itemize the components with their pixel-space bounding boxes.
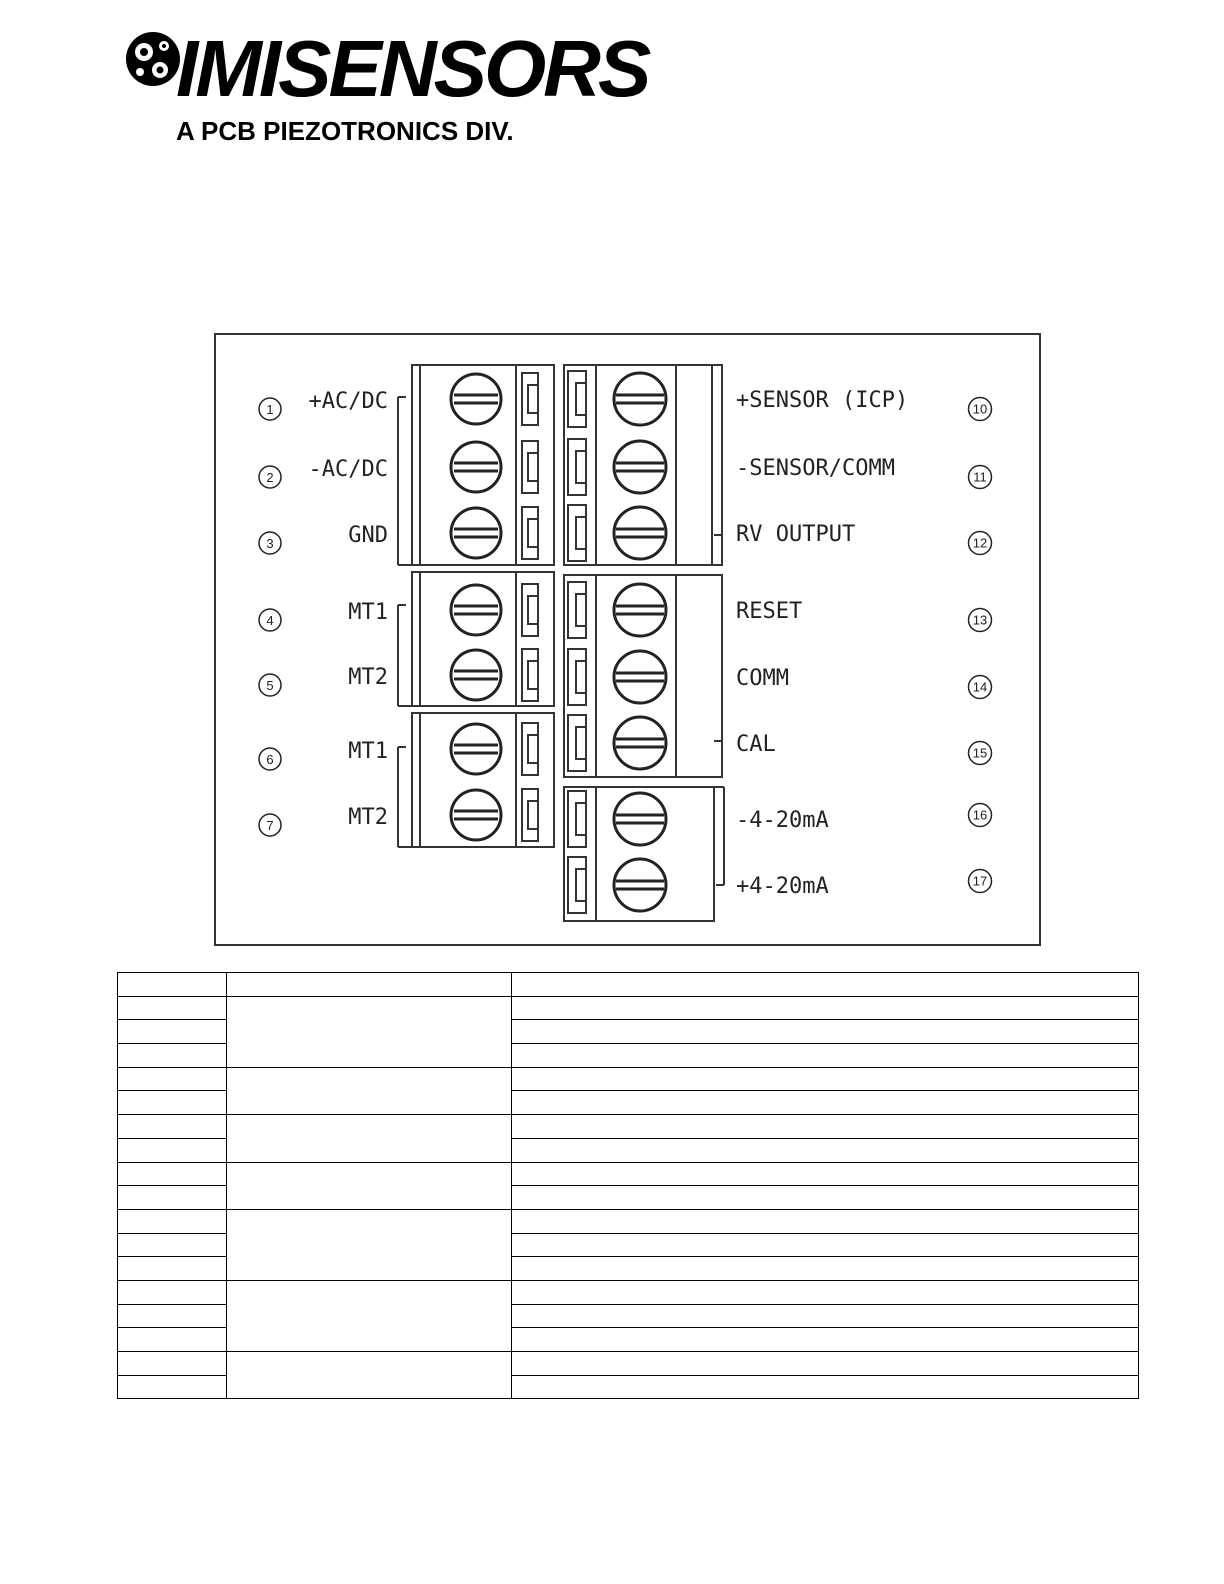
pin-number: 17 xyxy=(972,873,988,889)
terminal-right-13 xyxy=(736,599,992,632)
terminal-block-drawing xyxy=(216,335,1039,944)
terminal-screw-icon xyxy=(614,793,666,845)
table-cell xyxy=(227,1067,512,1114)
terminal-label: MT2 xyxy=(348,805,388,830)
latch-tab xyxy=(568,371,586,427)
table-cell xyxy=(512,1138,1139,1162)
table-cell xyxy=(512,1091,1139,1115)
table-cell xyxy=(118,1233,227,1257)
pin-number: 13 xyxy=(972,612,988,628)
company-logo xyxy=(124,24,649,150)
terminal-label: GND xyxy=(348,523,388,548)
latch-tab xyxy=(568,505,586,561)
table-cell xyxy=(118,1067,227,1091)
terminal-label: +SENSOR (ICP) xyxy=(736,388,909,413)
table-cell xyxy=(118,1304,227,1328)
terminal-screw-icon xyxy=(451,790,501,840)
terminal-screw-icon xyxy=(614,441,666,493)
table-row xyxy=(118,996,1139,1020)
table-cell xyxy=(512,1328,1139,1352)
pin-number: 7 xyxy=(266,818,274,833)
table-cell xyxy=(512,1067,1139,1091)
table-cell xyxy=(512,1020,1139,1044)
table-cell xyxy=(118,1257,227,1281)
latch-tab xyxy=(522,507,538,559)
pin-number: 12 xyxy=(972,535,988,551)
terminal-label: MT1 xyxy=(348,600,388,625)
terminal-left-3 xyxy=(259,523,388,554)
pin-number: 4 xyxy=(266,613,274,628)
terminal-label: +4-20mA xyxy=(736,874,829,899)
terminal-right-11 xyxy=(736,456,992,489)
pin-number: 10 xyxy=(972,401,988,417)
latch-tab xyxy=(568,439,586,495)
pin-number: 6 xyxy=(266,752,274,767)
pin-number: 2 xyxy=(266,470,274,485)
table-cell xyxy=(118,996,227,1020)
terminal-right-14 xyxy=(736,666,992,699)
terminal-right-12 xyxy=(736,522,992,555)
left-block-2 xyxy=(412,572,554,706)
table-cell xyxy=(512,1209,1139,1233)
latch-tab xyxy=(568,857,586,913)
latch-tab xyxy=(522,789,538,841)
pin-number: 5 xyxy=(266,678,274,693)
terminal-screw-icon xyxy=(451,724,501,774)
table-row xyxy=(118,1162,1139,1186)
terminal-right-16 xyxy=(736,804,992,834)
logo-brand-text: IMISENSORS xyxy=(176,24,649,113)
terminal-right-17 xyxy=(736,870,992,900)
latch-tab xyxy=(522,723,538,775)
terminal-label: -4-20mA xyxy=(736,808,829,833)
terminal-screw-icon xyxy=(614,717,666,769)
table-cell xyxy=(118,1352,227,1376)
table-cell xyxy=(118,1162,227,1186)
table-cell xyxy=(512,1162,1139,1186)
latch-tab xyxy=(568,715,586,771)
pin-number: 3 xyxy=(266,536,274,551)
table-cell xyxy=(118,1044,227,1068)
table-row xyxy=(118,1115,1139,1139)
table-cell xyxy=(512,1304,1139,1328)
table-cell xyxy=(118,973,227,997)
table-cell xyxy=(118,1186,227,1210)
terminal-wiring-diagram xyxy=(214,333,1041,946)
table-cell xyxy=(118,1115,227,1139)
latch-tab xyxy=(568,582,586,638)
table-cell xyxy=(227,1352,512,1399)
table-cell xyxy=(118,1020,227,1044)
terminal-left-2 xyxy=(259,457,388,488)
table-cell xyxy=(227,1162,512,1209)
table-cell xyxy=(118,1328,227,1352)
table-row xyxy=(118,1209,1139,1233)
terminal-screw-icon xyxy=(451,442,501,492)
logo-subtitle: A PCB PIEZOTRONICS DIV. xyxy=(176,116,514,146)
pin-number: 1 xyxy=(266,402,274,417)
terminal-right-10 xyxy=(736,388,992,421)
latch-tab xyxy=(568,791,586,847)
terminal-right-15 xyxy=(736,732,992,765)
table-cell xyxy=(118,1375,227,1399)
table-cell xyxy=(118,1280,227,1304)
table-cell xyxy=(512,1233,1139,1257)
terminal-screw-icon xyxy=(614,373,666,425)
table-cell xyxy=(512,1257,1139,1281)
terminal-label: CAL xyxy=(736,732,776,757)
pin-number: 11 xyxy=(973,469,987,485)
terminal-label: COMM xyxy=(736,666,789,691)
table-row xyxy=(118,1067,1139,1091)
terminal-screw-icon xyxy=(451,508,501,558)
terminal-left-1 xyxy=(259,389,388,420)
table-cell xyxy=(227,1209,512,1280)
table-row xyxy=(118,1352,1139,1376)
table-row xyxy=(118,1280,1139,1304)
terminal-label: MT1 xyxy=(348,739,388,764)
table-cell xyxy=(118,1091,227,1115)
terminal-screw-icon xyxy=(451,374,501,424)
table-cell xyxy=(118,1138,227,1162)
table-cell xyxy=(512,1352,1139,1376)
table-cell xyxy=(512,1280,1139,1304)
pin-number: 14 xyxy=(972,679,988,695)
terminal-screw-icon xyxy=(614,859,666,911)
pin-number: 16 xyxy=(972,807,988,823)
table-cell xyxy=(227,1280,512,1351)
table-row xyxy=(118,973,1139,997)
terminal-label: -AC/DC xyxy=(308,457,388,482)
terminal-label: RV OUTPUT xyxy=(736,522,856,547)
terminal-screw-icon xyxy=(451,585,501,635)
terminal-left-7 xyxy=(259,805,388,836)
table-cell xyxy=(512,1115,1139,1139)
terminal-label: MT2 xyxy=(348,665,388,690)
latch-tab xyxy=(522,441,538,493)
terminal-left-4 xyxy=(259,600,388,631)
terminal-left-6 xyxy=(259,739,388,770)
table-cell xyxy=(512,973,1139,997)
latch-tab xyxy=(568,649,586,705)
latch-tab xyxy=(522,649,538,701)
terminal-screw-icon xyxy=(614,584,666,636)
table-cell xyxy=(512,1375,1139,1399)
table-cell xyxy=(227,996,512,1067)
table-cell xyxy=(118,1209,227,1233)
latch-tab xyxy=(522,584,538,636)
table-cell xyxy=(227,973,512,997)
table-cell xyxy=(512,1186,1139,1210)
terminal-left-5 xyxy=(259,665,388,696)
terminal-screw-icon xyxy=(614,651,666,703)
table-cell xyxy=(227,1115,512,1162)
table-cell xyxy=(512,996,1139,1020)
terminal-screw-icon xyxy=(614,507,666,559)
table-cell xyxy=(512,1044,1139,1068)
pin-assignment-table xyxy=(117,972,1139,1399)
terminal-label: +AC/DC xyxy=(308,389,388,414)
terminal-label: -SENSOR/COMM xyxy=(736,456,895,481)
latch-tab xyxy=(522,373,538,425)
gear-seal-icon xyxy=(124,30,182,88)
terminal-screw-icon xyxy=(451,650,501,700)
pin-number: 15 xyxy=(972,745,988,761)
terminal-label: RESET xyxy=(736,599,803,624)
left-block-3 xyxy=(412,713,554,847)
